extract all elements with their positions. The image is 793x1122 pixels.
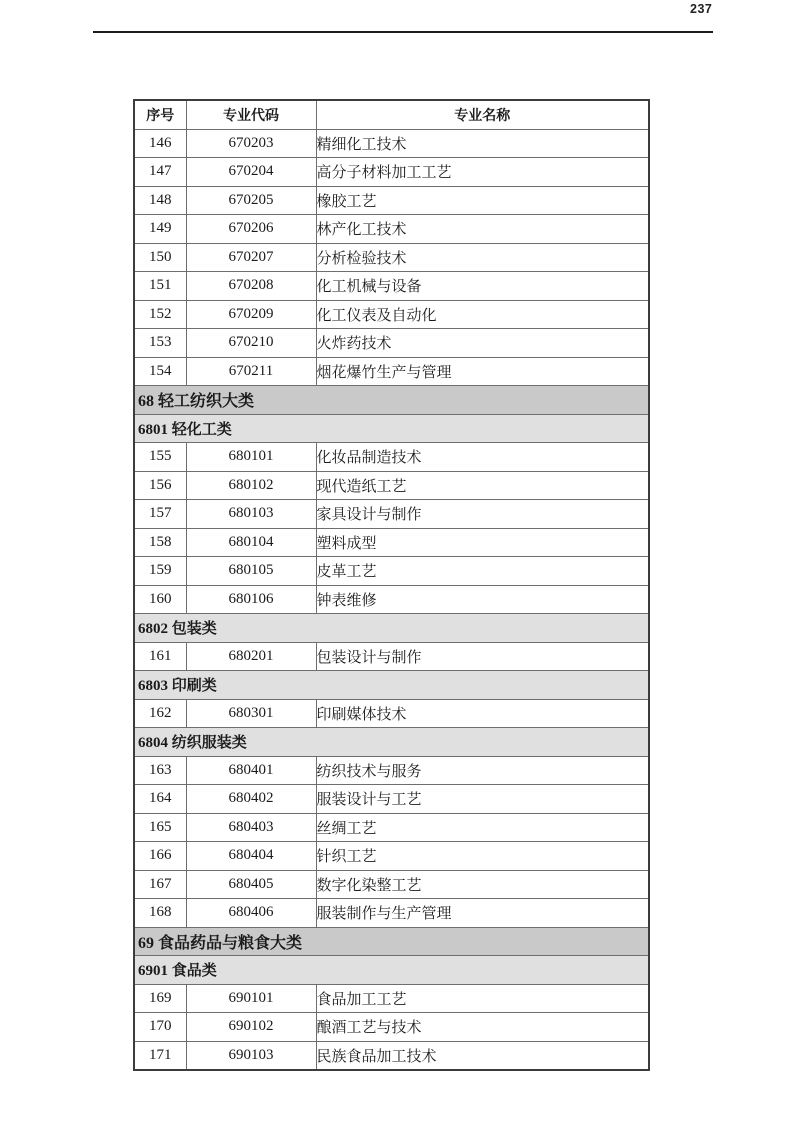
table-row [134,984,649,1013]
table-row [134,272,649,301]
section-label: 6901 食品类 [134,956,649,985]
table-row [134,300,649,329]
name-cell: 精细化工技术 [316,129,649,158]
table-row [134,471,649,500]
name-cell: 服装制作与生产管理 [316,899,649,928]
name-cell: 酿酒工艺与技术 [316,1013,649,1042]
code-cell: 690101 [186,984,316,1013]
name-cell: 分析检验技术 [316,243,649,272]
name-cell: 现代造纸工艺 [316,471,649,500]
code-cell: 670209 [186,300,316,329]
table-header-row [134,100,649,129]
code-cell: 670211 [186,357,316,386]
serial-cell: 163 [134,756,186,785]
section-label: 6801 轻化工类 [134,414,649,443]
table-row [134,870,649,899]
serial-cell: 164 [134,785,186,814]
name-cell: 火炸药技术 [316,329,649,358]
serial-cell: 167 [134,870,186,899]
code-cell: 670208 [186,272,316,301]
serial-cell: 146 [134,129,186,158]
subsection-header-row [134,671,649,700]
name-cell: 塑料成型 [316,528,649,557]
serial-cell: 166 [134,842,186,871]
code-cell: 680103 [186,500,316,529]
table-row [134,215,649,244]
section-label: 6804 纺织服装类 [134,728,649,757]
page-number: 237 [690,2,713,16]
serial-cell: 161 [134,642,186,671]
code-cell: 680301 [186,699,316,728]
table-row [134,756,649,785]
serial-cell: 158 [134,528,186,557]
name-cell: 皮革工艺 [316,557,649,586]
code-cell: 680101 [186,443,316,472]
table-row [134,899,649,928]
name-cell: 烟花爆竹生产与管理 [316,357,649,386]
name-cell: 纺织技术与服务 [316,756,649,785]
section-header-row [134,927,649,956]
serial-cell: 157 [134,500,186,529]
table-row [134,357,649,386]
name-cell: 民族食品加工技术 [316,1041,649,1070]
table-row [134,528,649,557]
code-cell: 690102 [186,1013,316,1042]
serial-cell: 149 [134,215,186,244]
table-row [134,699,649,728]
code-cell: 670205 [186,186,316,215]
code-cell: 680403 [186,813,316,842]
name-cell: 印刷媒体技术 [316,699,649,728]
subsection-header-row [134,956,649,985]
code-cell: 680402 [186,785,316,814]
serial-cell: 171 [134,1041,186,1070]
section-label: 6803 印刷类 [134,671,649,700]
serial-cell: 152 [134,300,186,329]
serial-cell: 153 [134,329,186,358]
table-row [134,129,649,158]
code-cell: 670204 [186,158,316,187]
code-cell: 670207 [186,243,316,272]
column-header-code: 专业代码 [186,100,316,129]
table-row [134,785,649,814]
name-cell: 包装设计与制作 [316,642,649,671]
name-cell: 化妆品制造技术 [316,443,649,472]
table-row [134,813,649,842]
serial-cell: 148 [134,186,186,215]
serial-cell: 151 [134,272,186,301]
name-cell: 橡胶工艺 [316,186,649,215]
section-header-row [134,386,649,415]
name-cell: 钟表维修 [316,585,649,614]
code-cell: 690103 [186,1041,316,1070]
major-codes-table [133,99,650,1071]
name-cell: 化工机械与设备 [316,272,649,301]
serial-cell: 155 [134,443,186,472]
section-label: 6802 包装类 [134,614,649,643]
table-row [134,329,649,358]
table-body [134,129,649,1070]
name-cell: 高分子材料加工工艺 [316,158,649,187]
name-cell: 服装设计与工艺 [316,785,649,814]
name-cell: 家具设计与制作 [316,500,649,529]
code-cell: 680201 [186,642,316,671]
code-cell: 680406 [186,899,316,928]
code-cell: 680105 [186,557,316,586]
name-cell: 食品加工工艺 [316,984,649,1013]
serial-cell: 168 [134,899,186,928]
code-cell: 680401 [186,756,316,785]
serial-cell: 154 [134,357,186,386]
code-cell: 670203 [186,129,316,158]
name-cell: 林产化工技术 [316,215,649,244]
serial-cell: 162 [134,699,186,728]
code-cell: 680104 [186,528,316,557]
table-row [134,158,649,187]
code-cell: 680405 [186,870,316,899]
table-row [134,243,649,272]
serial-cell: 156 [134,471,186,500]
serial-cell: 169 [134,984,186,1013]
code-cell: 680404 [186,842,316,871]
table-row [134,500,649,529]
table-row [134,443,649,472]
column-header-serial: 序号 [134,100,186,129]
name-cell: 针织工艺 [316,842,649,871]
subsection-header-row [134,614,649,643]
table-row [134,585,649,614]
code-cell: 670210 [186,329,316,358]
serial-cell: 165 [134,813,186,842]
table-row [134,557,649,586]
name-cell: 数字化染整工艺 [316,870,649,899]
code-cell: 670206 [186,215,316,244]
table-row [134,186,649,215]
subsection-header-row [134,414,649,443]
section-label: 68 轻工纺织大类 [134,386,649,415]
table-row [134,1013,649,1042]
serial-cell: 150 [134,243,186,272]
name-cell: 丝绸工艺 [316,813,649,842]
serial-cell: 160 [134,585,186,614]
section-label: 69 食品药品与粮食大类 [134,927,649,956]
table-row [134,642,649,671]
serial-cell: 159 [134,557,186,586]
table-row [134,1041,649,1070]
table-row [134,842,649,871]
subsection-header-row [134,728,649,757]
serial-cell: 170 [134,1013,186,1042]
code-cell: 680106 [186,585,316,614]
code-cell: 680102 [186,471,316,500]
name-cell: 化工仪表及自动化 [316,300,649,329]
column-header-name: 专业名称 [316,100,649,129]
serial-cell: 147 [134,158,186,187]
header-rule [93,31,713,33]
